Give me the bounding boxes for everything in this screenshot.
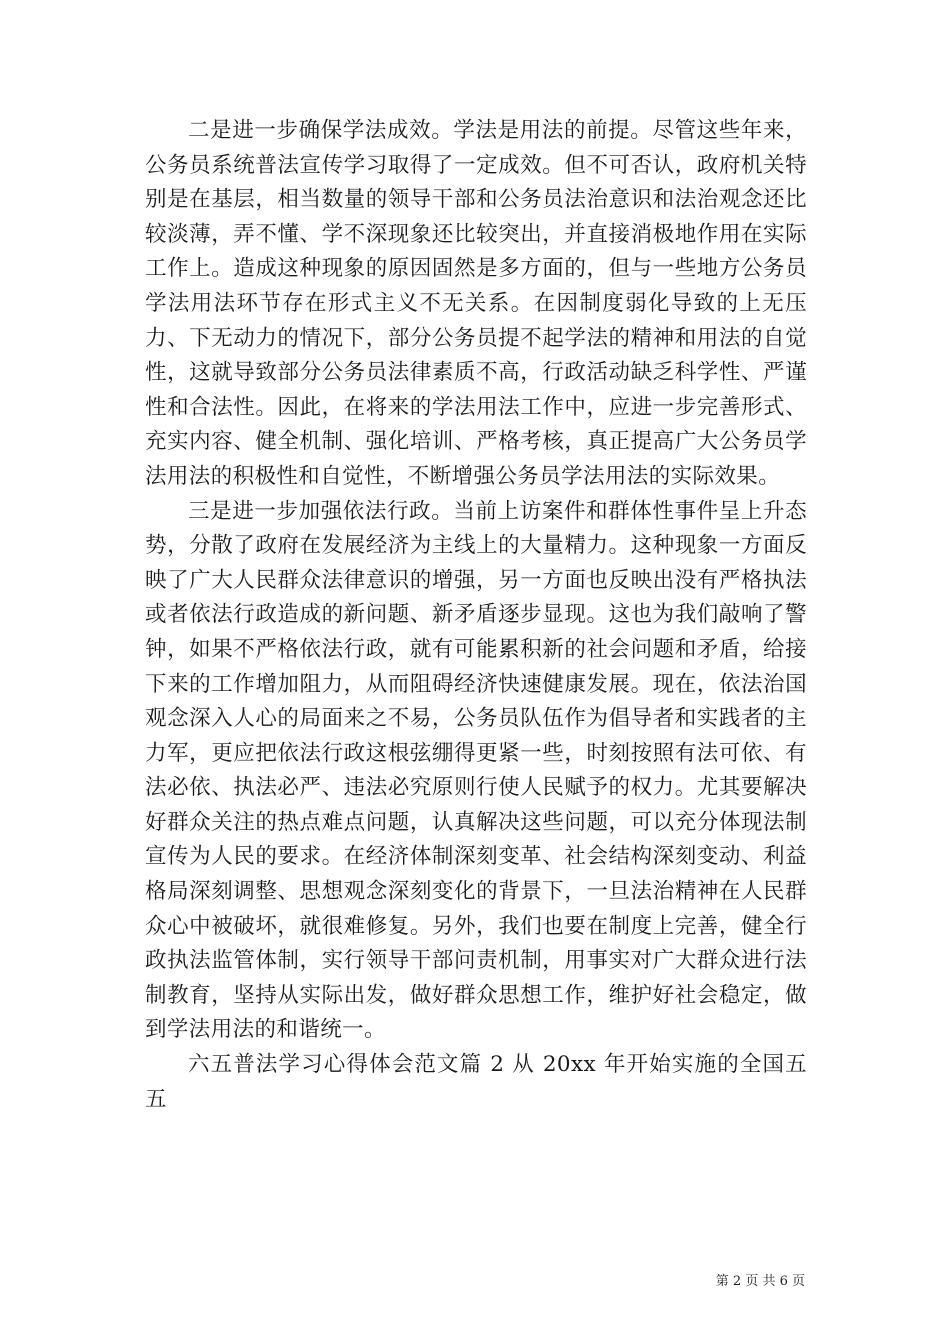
paragraph-administration-by-law: 三是进一步加强依法行政。当前上访案件和群体性事件呈上升态势，分散了政府在发展经济为主线上的大量精力。这种现象一方面反映了广大人民群众法律意识的增强，另一方面也反映出没有严格执法或者依法行政造成的新问题、新矛盾逐步显现。这也为我们敲响了警钟，如果不严格依法行政，就有可能累积新的社会问题和矛盾，给接下来的工作增加阻力，从而阻碍经济快速健康发展。现在，依法治国观念深入人心的局面来之不易，公务员队伍作为倡导者和实践者的主力军，更应把依法行政这根弦绷得更紧一些，时刻按照有法可依、有法必依、执法必严、违法必究原则行使人民赋予的权力。尤其要解决好群众关注的热点难点问题，认真解决这些问题，可以充分体现法制宣传为人民的要求。在经济体制深刻变革、社会结构深刻变动、利益格局深刻调整、思想观念深刻变化的背景下，一旦法治精神在人民群众心中被破坏，就很难修复。另外，我们也要在制度上完善，健全行政执法监管体制，实行领导干部问责机制，用事实对广大群众进行法制教育，坚持从实际出发，做好群众思想工作，维护好社会稳定，做到学法用法的和谐统一。 <box>145 498 807 1043</box>
paragraph-essay-heading: 六五普法学习心得体会范文篇 2 从 20xx 年开始实施的全国五五 <box>145 1052 807 1112</box>
paragraph-learning-effect: 二是进一步确保学法成效。学法是用法的前提。尽管这些年来，公务员系统普法宣传学习取得了一定成效。但不可否认，政府机关特别是在基层，相当数量的领导干部和公务员法治意识和法治观念还比较淡薄，弄不懂、学不深现象还比较突出，并直接消极地作用在实际工作上。造成这种现象的原因固然是多方面的，但与一些地方公务员学法用法环节存在形式主义不无关系。在因制度弱化导致的上无压力、下无动力的情况下，部分公务员提不起学法的精神和用法的自觉性，这就导致部分公务员法律素质不高，行政活动缺乏科学性、严谨性和合法性。因此，在将来的学法用法工作中，应进一步完善形式、充实内容、健全机制、强化培训、严格考核，真正提高广大公务员学法用法的积极性和自觉性，不断增强公务员学法用法的实际效果。 <box>145 118 807 489</box>
document-body <box>145 114 807 1117</box>
page-number-footer: 第 2 页 共 6 页 <box>715 1274 805 1289</box>
